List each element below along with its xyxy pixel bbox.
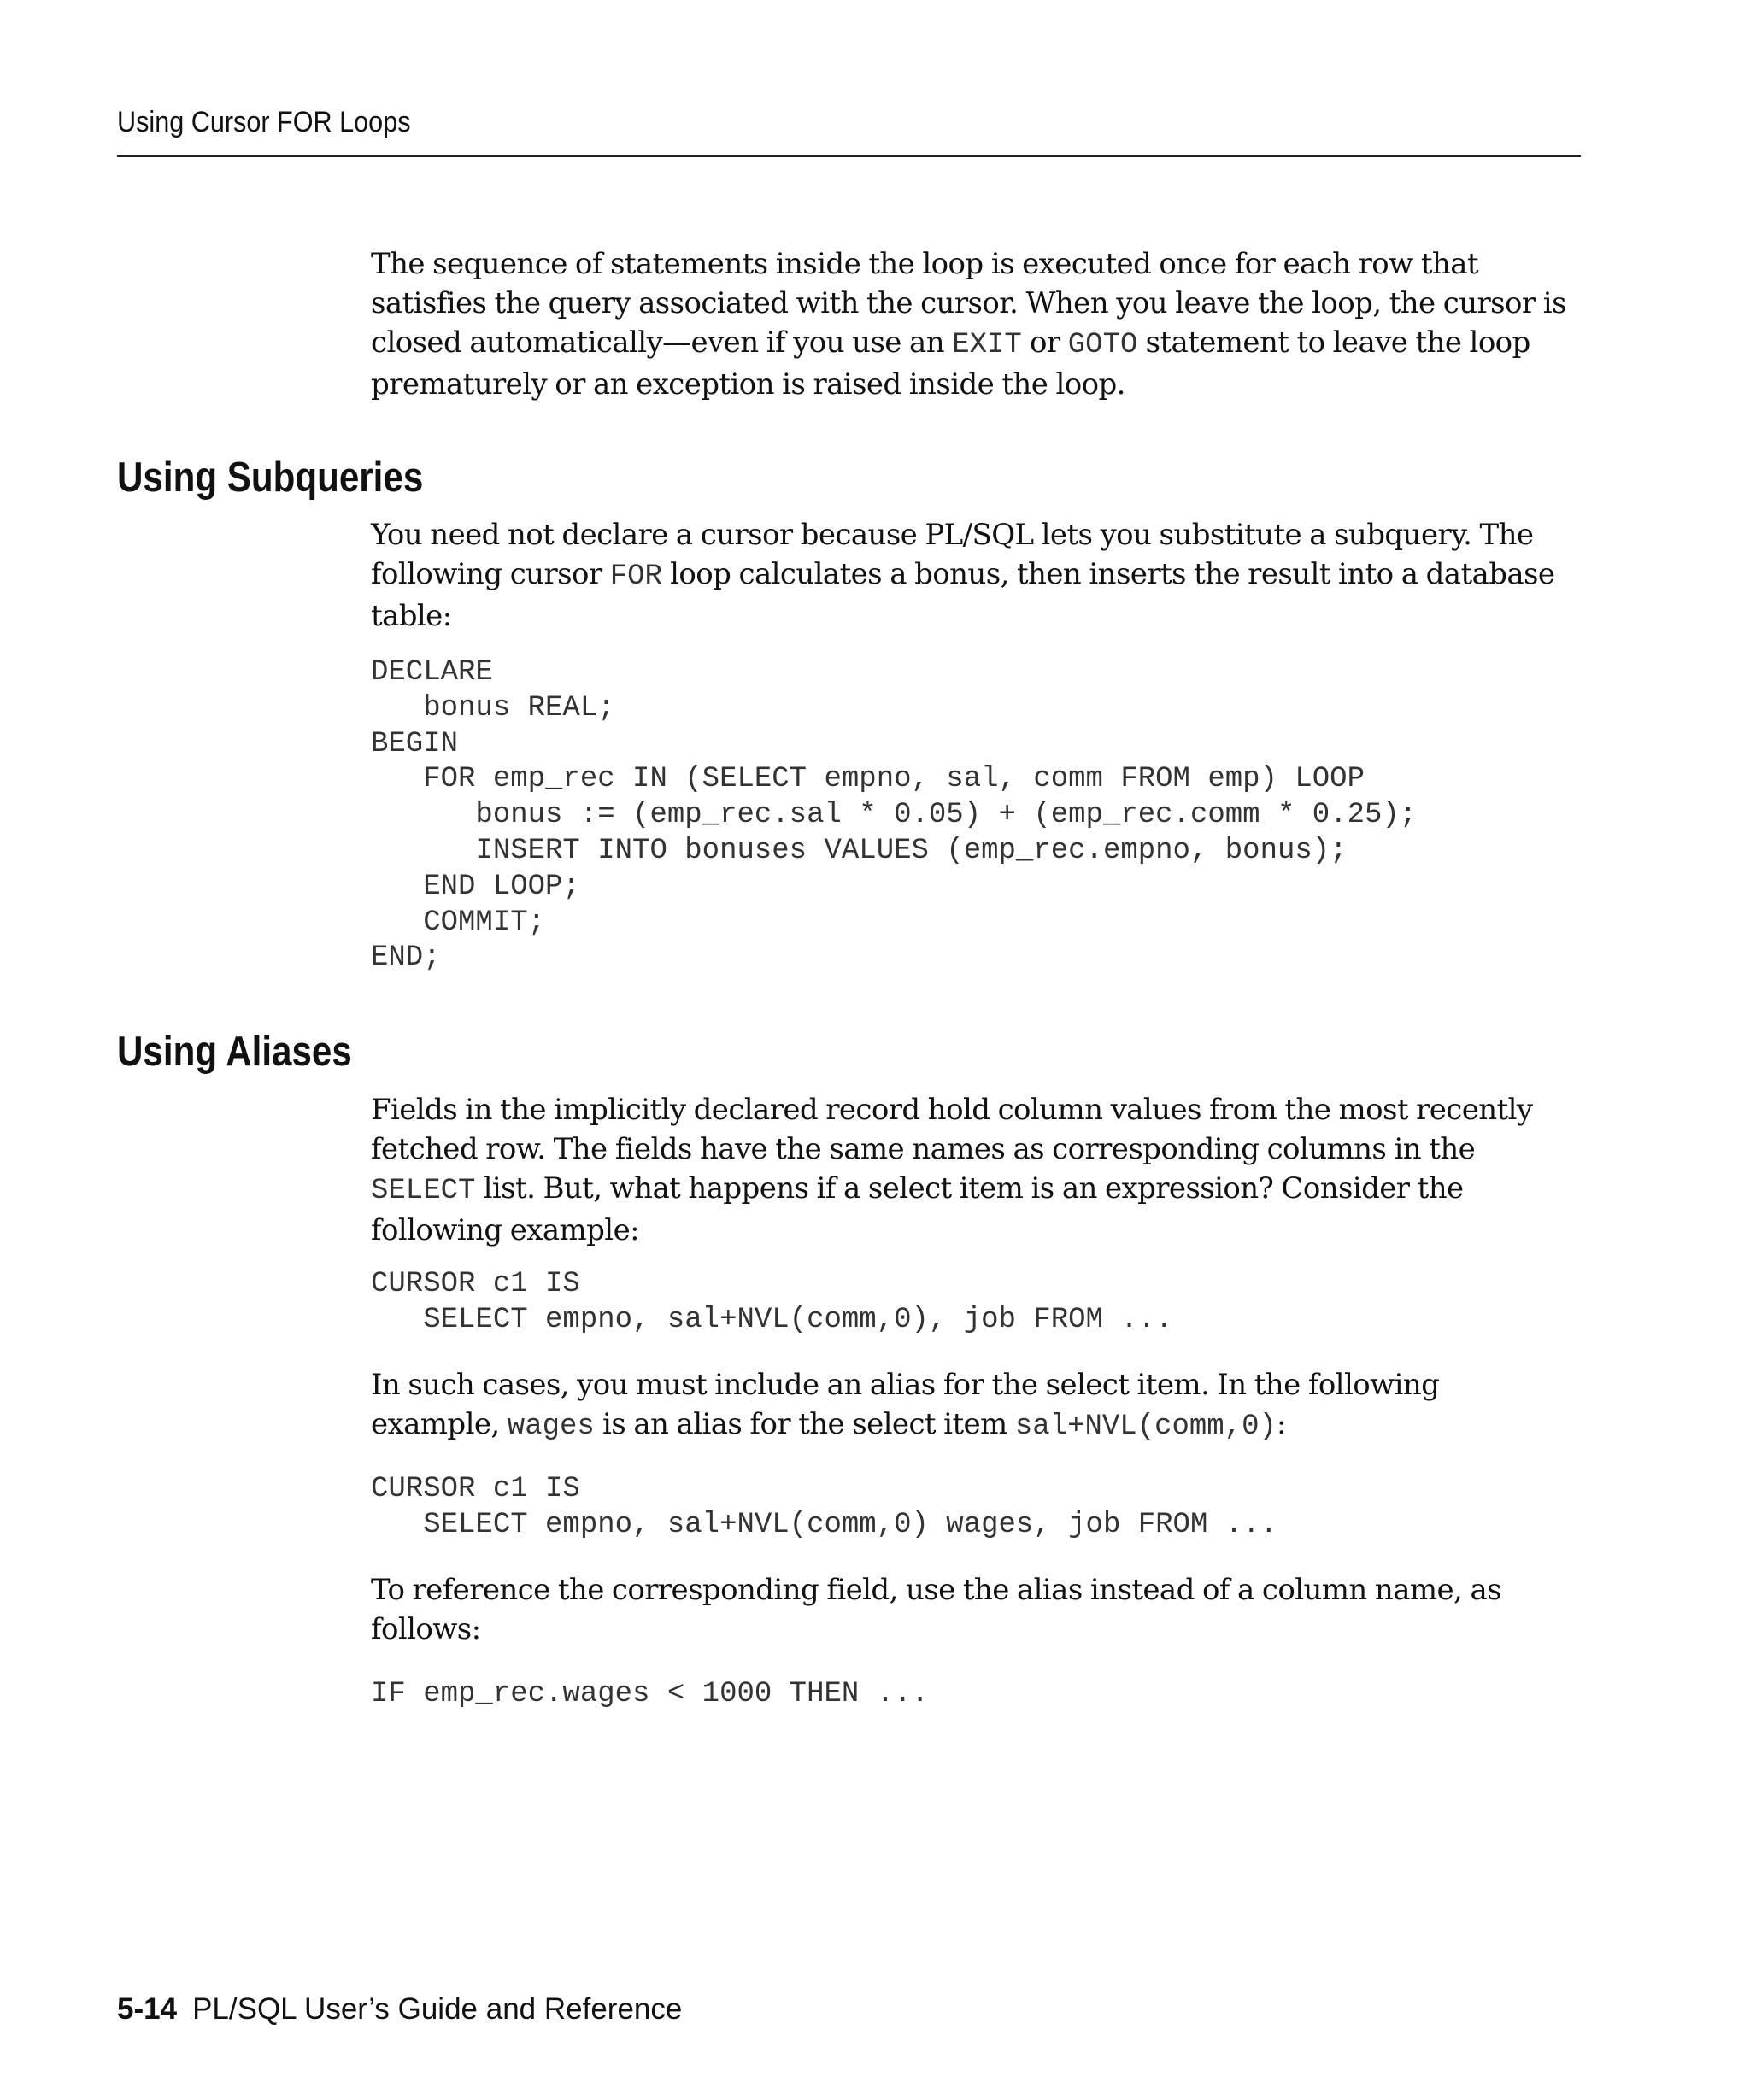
running-header: Using Cursor FOR Loops: [117, 106, 411, 138]
aliases-p2-line-1: In such cases, you must include an alias for the select item. In the following: [371, 1368, 1440, 1402]
aliases-p1-line-1: Fields in the implicitly declared record hold column values from the most recently: [371, 1093, 1533, 1127]
inline-code-exit: EXIT: [952, 329, 1022, 361]
inline-code-goto: GOTO: [1067, 329, 1138, 361]
code-block-if-wages: IF emp_rec.wages < 1000 THEN ...: [371, 1678, 929, 1710]
inline-code-wages: wages: [507, 1411, 595, 1443]
intro-text: statement to leave the loop: [1137, 326, 1530, 360]
header-rule: [117, 155, 1581, 157]
aliases-text: :: [1276, 1407, 1286, 1441]
intro-text: or: [1021, 326, 1068, 360]
aliases-paragraph-1: [371, 1090, 1584, 1250]
intro-line-4: prematurely or an exception is raised inside the loop.: [371, 367, 1125, 402]
subqueries-text: loop calculates a bonus, then inserts the result into a database: [661, 557, 1555, 591]
intro-line-3: [371, 323, 1584, 365]
intro-line-1: The sequence of statements inside the loop is executed once for each row that: [371, 247, 1478, 281]
aliases-p3-line-2: follows:: [371, 1612, 481, 1646]
inline-code-nvl: sal+NVL(comm,0): [1014, 1411, 1277, 1443]
section-heading-aliases: Using Aliases: [117, 1029, 352, 1075]
aliases-p1-line-3: [371, 1169, 1584, 1211]
inline-code-for: FOR: [609, 560, 662, 593]
intro-text: closed automatically—even if you use an: [371, 326, 953, 360]
subqueries-line-1: You need not declare a cursor because PL/SQL lets you substitute a subquery. The: [371, 518, 1534, 552]
intro-paragraph: [371, 244, 1584, 404]
aliases-paragraph-3: [371, 1570, 1584, 1649]
subqueries-line-2: [371, 554, 1584, 596]
subqueries-text: following cursor: [371, 557, 610, 591]
aliases-text: list. But, what happens if a select item is an expression? Consider the: [475, 1171, 1464, 1205]
code-block-cursor-expression: CURSOR c1 IS SELECT empno, sal+NVL(comm,0), job FROM ...: [371, 1268, 1173, 1336]
intro-line-2: satisfies the query associated with the cursor. When you leave the loop, the cursor is: [371, 286, 1566, 320]
page-number: 5-14: [117, 1992, 178, 2026]
aliases-paragraph-2: [371, 1365, 1584, 1446]
aliases-text: example,: [371, 1407, 508, 1441]
subqueries-paragraph: [371, 515, 1584, 636]
aliases-text: is an alias for the select item: [594, 1407, 1015, 1441]
code-block-cursor-alias: CURSOR c1 IS SELECT empno, sal+NVL(comm,0) wages, job FROM ...: [371, 1473, 1277, 1541]
code-block-subquery: DECLARE bonus REAL; BEGIN FOR emp_rec IN (SELECT empno, sal, comm FROM emp) LOOP bonus := (emp_rec.sal * 0.05) + (emp_rec.comm * 0.25); INSERT INTO bonuses VALUES (emp_rec.empno, bonus); END LOOP; COMMIT; END;: [371, 656, 1418, 975]
aliases-p2-line-2: [371, 1405, 1584, 1446]
aliases-p1-line-4: following example:: [371, 1213, 639, 1247]
aliases-p3-line-1: To reference the corresponding field, use the alias instead of a column name, as: [371, 1573, 1501, 1607]
section-heading-subqueries: Using Subqueries: [117, 455, 424, 501]
subqueries-line-3: table:: [371, 599, 452, 633]
book-title: PL/SQL User’s Guide and Reference: [192, 1992, 683, 2026]
page-footer: [117, 1992, 682, 2027]
inline-code-select: SELECT: [371, 1175, 476, 1207]
aliases-p1-line-2: fetched row. The fields have the same names as corresponding columns in the: [371, 1132, 1476, 1166]
